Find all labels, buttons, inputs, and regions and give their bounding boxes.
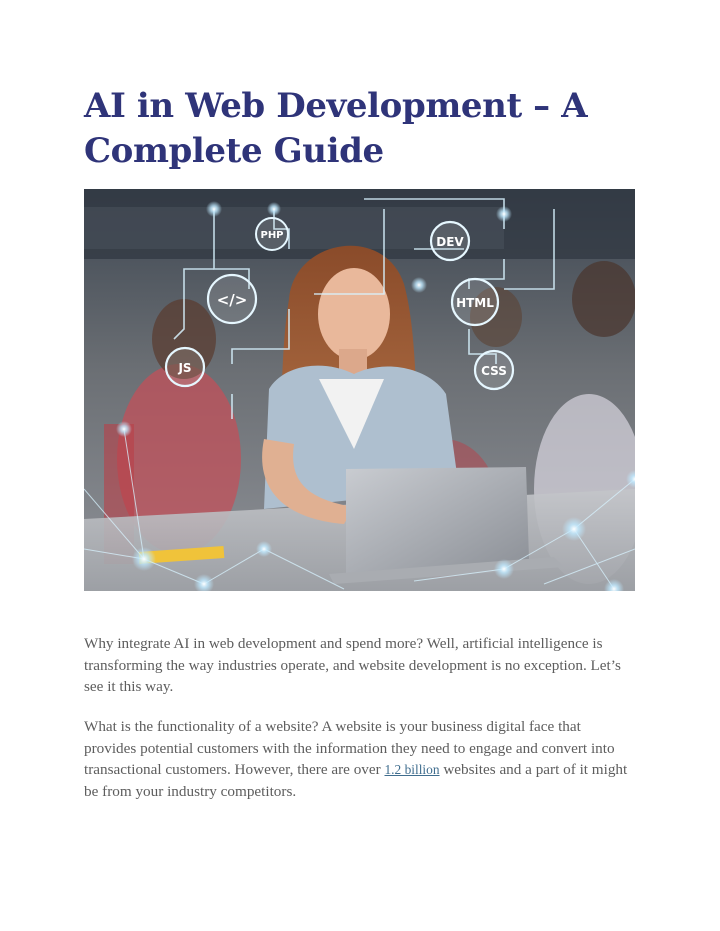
dev-badge-label: DEV <box>436 235 464 249</box>
title-line-1: AI in Web Development – A <box>84 86 588 126</box>
billion-websites-link[interactable]: 1.2 billion <box>384 762 440 778</box>
js-badge-label: JS <box>178 361 192 375</box>
js-badge <box>166 348 204 386</box>
dev-badge <box>431 222 469 260</box>
paragraph2-text-end: websites and a part of it might be from your industry competitors. <box>84 761 628 800</box>
title-line-2: Complete Guide <box>84 131 384 171</box>
php-badge-label: PHP <box>260 230 284 241</box>
code-badge <box>208 275 256 323</box>
article-title <box>84 84 636 174</box>
html-badge-label: HTML <box>456 296 494 310</box>
paragraph2-text-start: What is the functionality of a website? A website is your business digital face that provides potential customers with the information they need to engage and convert into transactional customers. However, there are over <box>84 718 615 779</box>
css-badge-label: CSS <box>481 364 507 378</box>
hero-illustration <box>84 189 635 591</box>
php-badge <box>256 218 288 250</box>
css-badge <box>475 351 513 389</box>
code-badge-label: </> <box>216 291 248 309</box>
intro-paragraph: Why integrate AI in web development and spend more? Well, artificial intelligence is transforming the way industries operate, and website development is no exception. Let’s see it this way. <box>84 635 621 696</box>
functionality-paragraph <box>84 716 636 802</box>
html-badge <box>452 279 498 325</box>
hero-image <box>84 189 635 591</box>
